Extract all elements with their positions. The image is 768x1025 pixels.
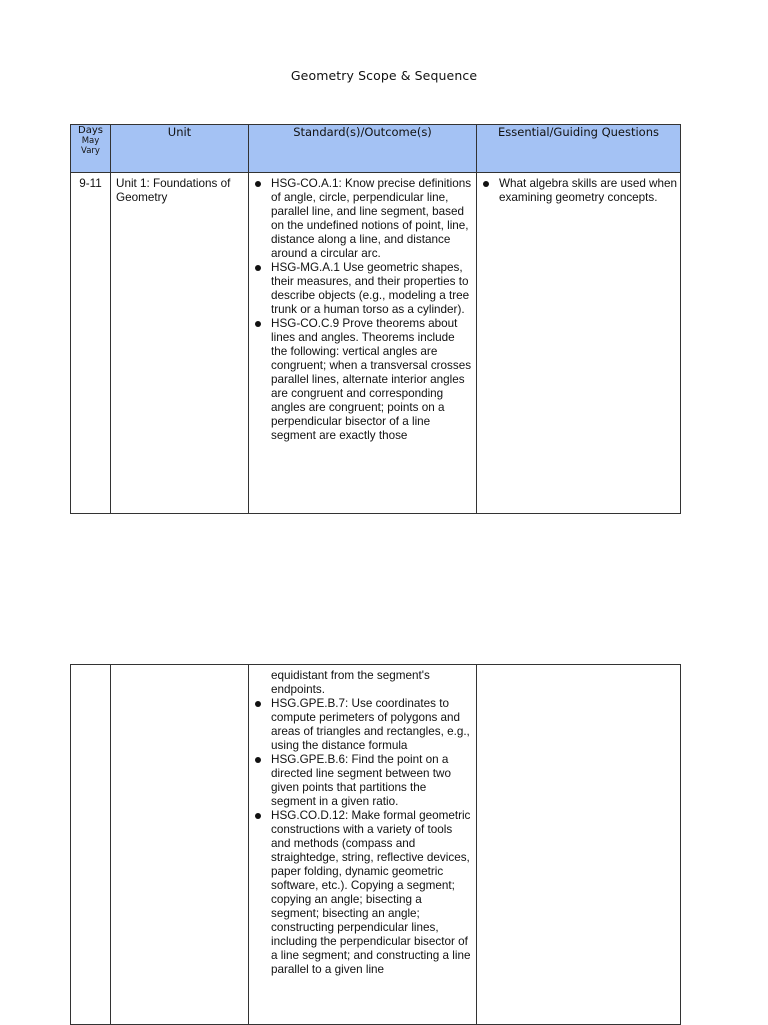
days-value: 9-11 bbox=[79, 177, 102, 190]
list-item: HSG-MG.A.1 Use geometric shapes, their measures, and their properties to describe objects (e.g., modeling a tree trunk or a human torso as a cylinder). bbox=[271, 261, 473, 317]
list-item-continued: equidistant from the segment's endpoints. bbox=[271, 669, 430, 696]
list-item: HSG-CO.A.1: Know precise definitions of angle, circle, perpendicular line, parallel line, and line segment, based on the undefined notions of point, line, distance along a line, and distance around a circular arc. bbox=[271, 177, 472, 260]
header-days-line2: May bbox=[81, 136, 100, 146]
list-item: HSG.CO.D.12: Make formal geometric constructions with a variety of tools and methods (compass and straightedge, string, reflective devices, paper folding, dynamic geometric software, etc.). Copying a segment; copying an angle; bisecting a segment; bisecting an angle; constructing perpendicular lines, including the perpendicular bisector of a line segment; and constructing a line parallel to a given line bbox=[271, 809, 473, 977]
questions-cell bbox=[477, 665, 681, 1025]
standards-list bbox=[249, 173, 476, 447]
unit-cell bbox=[111, 173, 249, 514]
days-cell bbox=[71, 665, 111, 1025]
header-standards: Standard(s)/Outcome(s) bbox=[249, 125, 477, 173]
list-item: HSG.GPE.B.7: Use coordinates to compute perimeters of polygons and areas of triangles and rectangles, e.g., using the distance formula bbox=[271, 697, 473, 753]
header-days bbox=[71, 125, 111, 173]
scope-sequence-table-page1 bbox=[70, 124, 681, 514]
standards-cell bbox=[249, 665, 477, 1025]
document-title: Geometry Scope & Sequence bbox=[290, 68, 478, 83]
header-unit: Unit bbox=[111, 125, 249, 173]
list-item: HSG.GPE.B.6: Find the point on a directed line segment between two given points that partitions the segment in a given ratio. bbox=[271, 753, 473, 809]
table-header-row bbox=[71, 125, 681, 173]
header-days-line3: Vary bbox=[81, 146, 100, 156]
questions-list bbox=[477, 173, 680, 209]
table-row bbox=[71, 173, 681, 514]
unit-cell bbox=[111, 665, 249, 1025]
list-item: HSG-CO.C.9 Prove theorems about lines and angles. Theorems include the following: vertical angles are congruent; when a transversal crosses parallel lines, alternate interior angles are congruent and corresponding angles are congruent; points on a perpendicular bisector of a line segment are exactly those bbox=[271, 317, 472, 442]
header-questions: Essential/Guiding Questions bbox=[477, 125, 681, 173]
list-item: What algebra skills are used when examining geometry concepts. bbox=[499, 177, 678, 204]
scope-sequence-table-page2 bbox=[70, 664, 681, 1025]
standards-list-continued bbox=[249, 665, 476, 981]
unit-value: Unit 1: Foundations of Geometry bbox=[116, 177, 231, 204]
table-row bbox=[71, 665, 681, 1025]
header-days-line1: Days bbox=[78, 125, 103, 136]
standards-cell bbox=[249, 173, 477, 514]
days-cell bbox=[71, 173, 111, 514]
questions-cell bbox=[477, 173, 681, 514]
